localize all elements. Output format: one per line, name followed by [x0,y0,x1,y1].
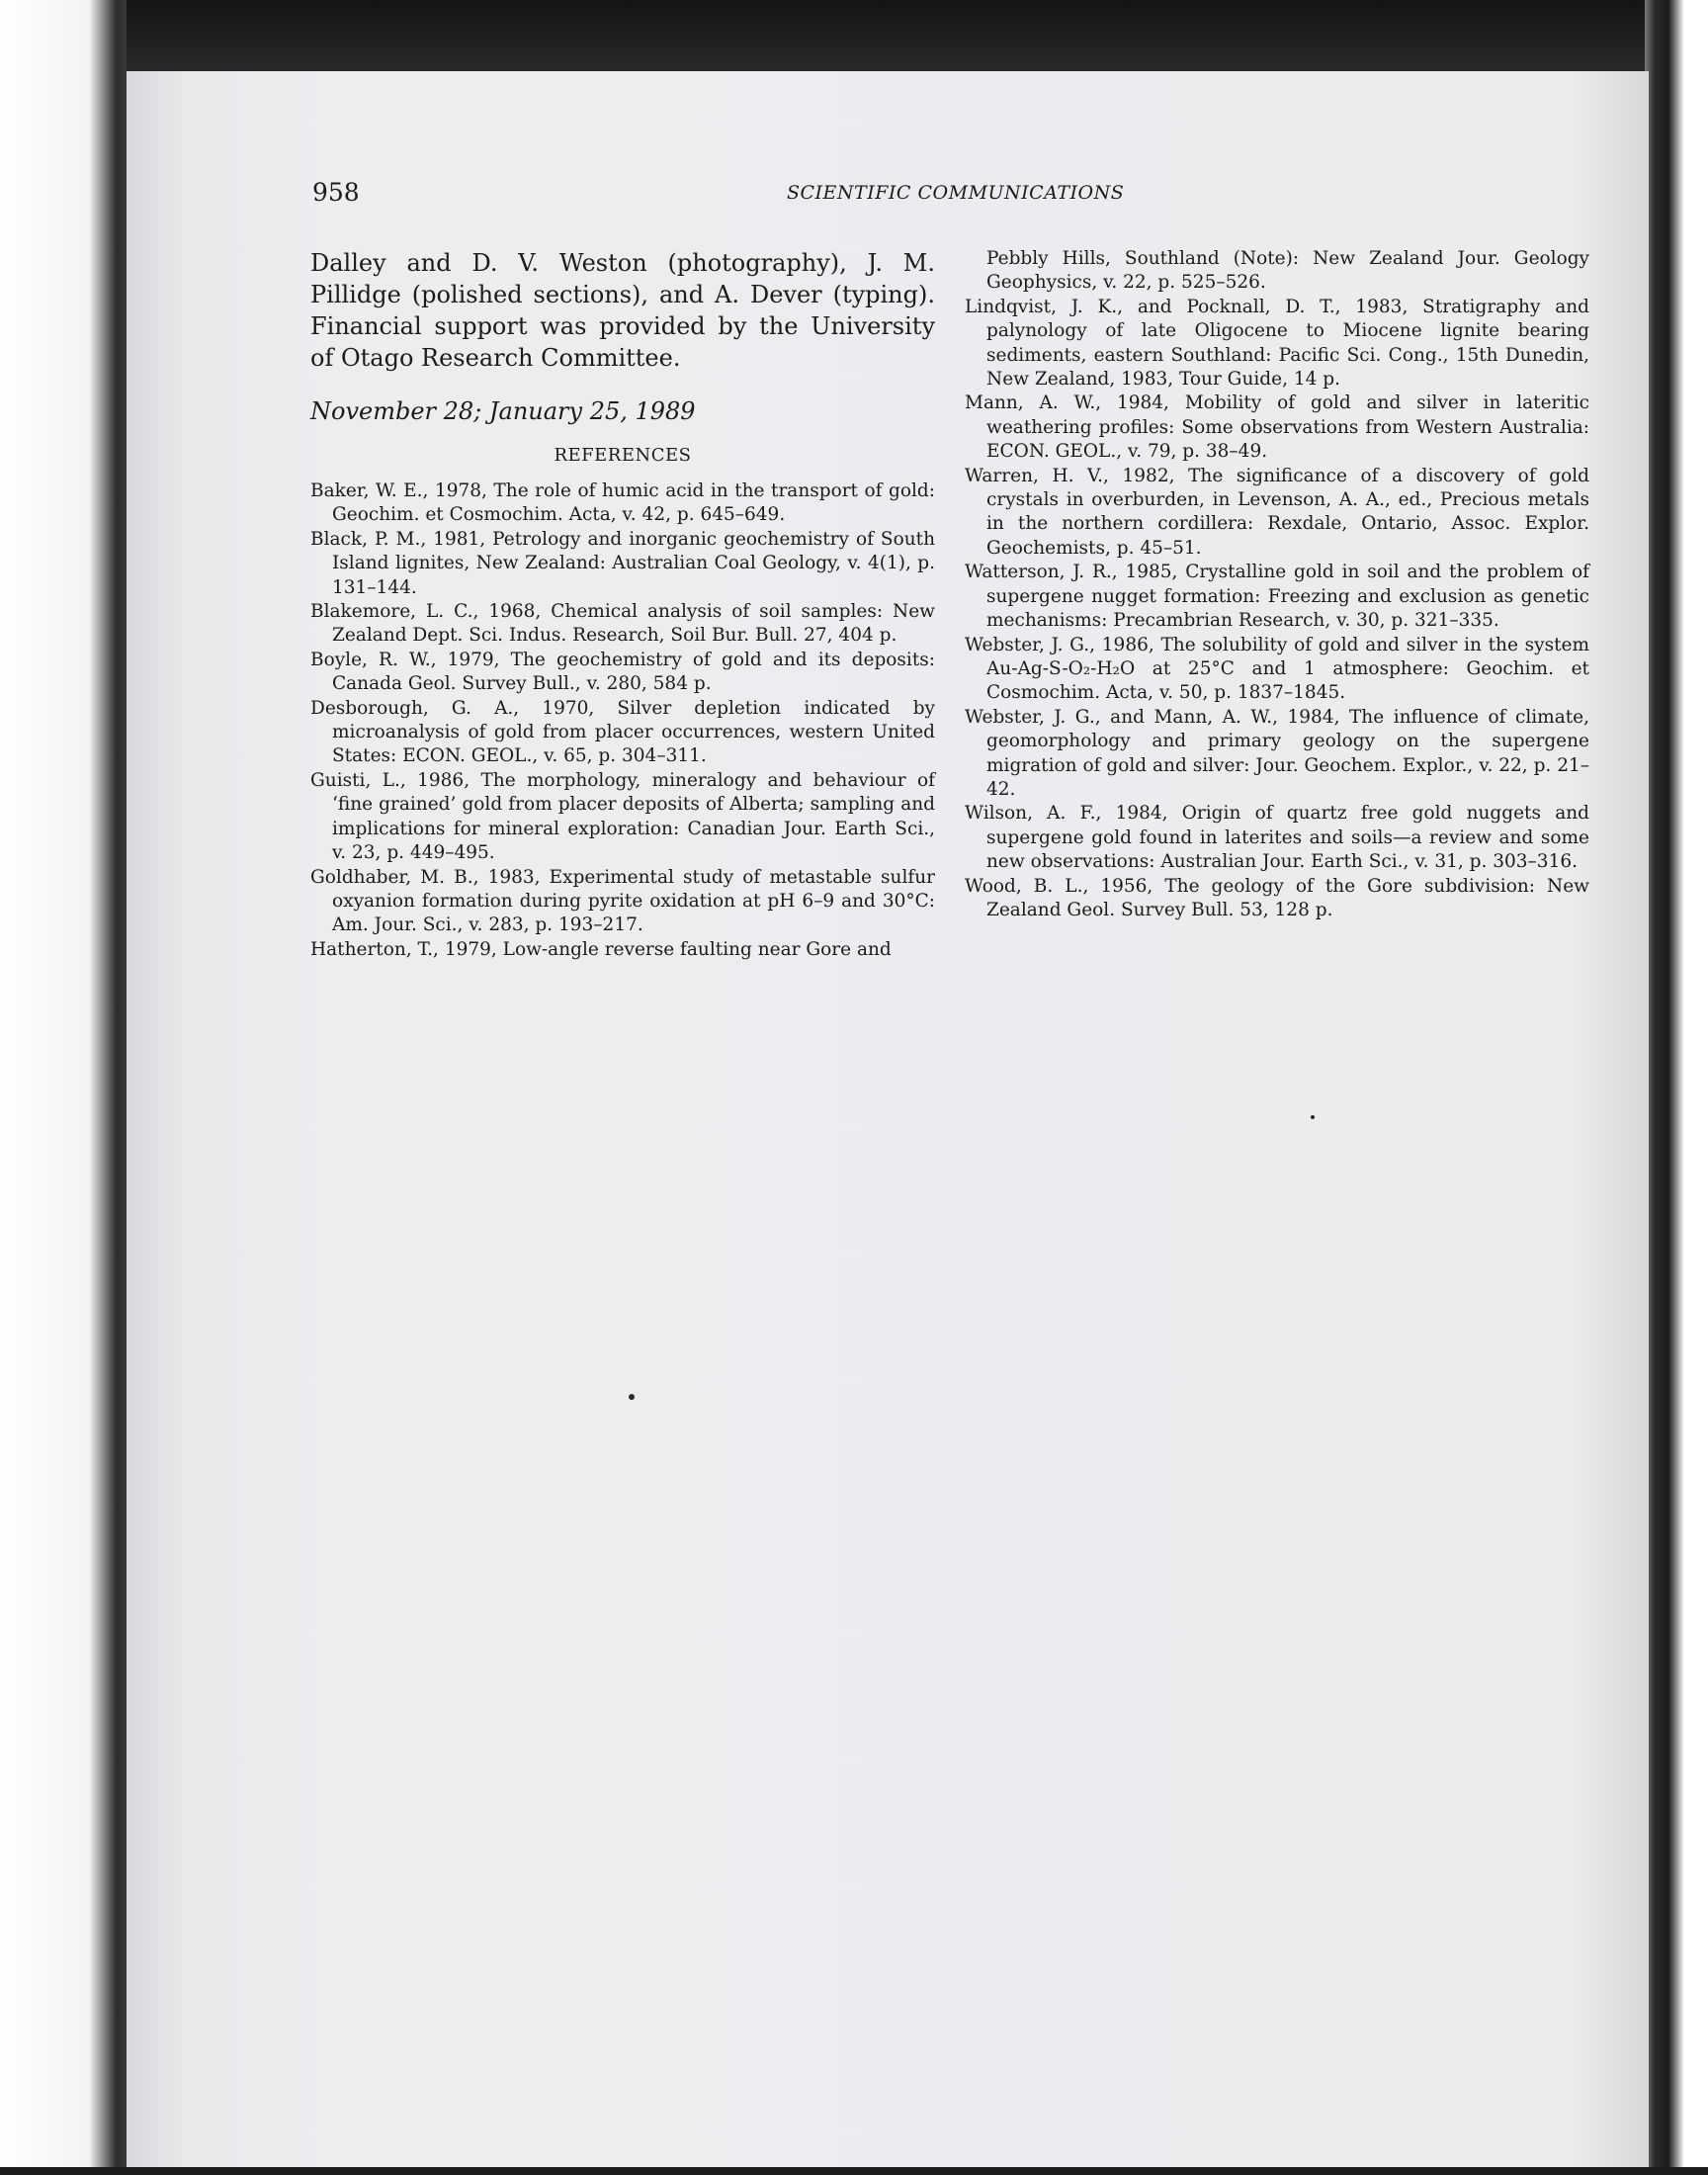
left-column [310,247,935,962]
scan-border-top [0,0,1708,77]
right-column [965,247,1589,922]
scan-speck [629,1394,635,1400]
reference-entry: Webster, J. G., 1986, The solubility of gold and silver in the system Au-Ag-S-O₂-H₂O at 25°C and 1 atmosphere: Geochim. et Cosmochim. Acta, v. 50, p. 1837–1845. [965,634,1589,704]
page-number: 958 [312,178,360,207]
reference-continuation: Pebbly Hills, Southland (Note): New Zealand Jour. Geology Geophysics, v. 22, p. 525–526. [986,248,1589,294]
reference-entry: Black, P. M., 1981, Petrology and inorganic geochemistry of South Island lignites, New Zealand: Australian Coal Geology, v. 4(1), p. 131–144. [310,528,935,598]
acknowledgment-text: Dalley and D. V. Weston (photography), J. M. Pillidge (polished sections), and A. Dever (typing). Financial support was provided by the University of Otago Research Committee. [310,249,935,372]
reference-entry: Blakemore, L. C., 1968, Chemical analysis of soil samples: New Zealand Dept. Sci. Indus. Research, Soil Bur. Bull. 27, 404 p. [310,601,935,647]
running-head [312,178,1431,218]
reference-entry: Desborough, G. A., 1970, Silver depletion indicated by microanalysis of gold from placer occurrences, western United States: ECON. GEOL., v. 65, p. 304–311. [310,697,935,767]
references-heading: REFERENCES [554,445,692,466]
reference-entry: Goldhaber, M. B., 1983, Experimental study of metastable sulfur oxyanion formation during pyrite oxidation at pH 6–9 and 30°C: Am. Jour. Sci., v. 283, p. 193–217. [310,866,935,936]
reference-entry: Baker, W. E., 1978, The role of humic acid in the transport of gold: Geochim. et Cosmochim. Acta, v. 42, p. 645–649. [310,480,935,526]
reference-entry: Lindqvist, J. K., and Pocknall, D. T., 1983, Stratigraphy and palynology of late Oligocene to Miocene lignite bearing sediments, eastern Southland: Pacific Sci. Cong., 15th Dunedin, New Zealand, 1983, Tour Guide, 14 p. [965,296,1589,391]
scan-speck [1311,1115,1315,1119]
scan-border-bottom [0,2167,1708,2175]
references-list-right [965,296,1589,923]
manuscript-dates: November 28; January 25, 1989 [310,397,696,425]
reference-entry: Boyle, R. W., 1979, The geochemistry of gold and its deposits: Canada Geol. Survey Bull., v. 280, 584 p. [310,649,935,695]
journal-title: SCIENTIFIC COMMUNICATIONS [787,182,1125,204]
reference-entry: Mann, A. W., 1984, Mobility of gold and silver in lateritic weathering profiles: Some observations from Western Australia: ECON. GEOL., v. 79, p. 38–49. [965,392,1589,463]
reference-entry: Webster, J. G., and Mann, A. W., 1984, The influence of climate, geomorphology and primary geology on the supergene migration of gold and silver: Jour. Geochem. Explor., v. 22, p. 21–42. [965,706,1589,800]
reference-entry: Warren, H. V., 1982, The significance of a discovery of gold crystals in overburden, in Levenson, A. A., ed., Precious metals in the northern cordillera: Rexdale, Ontario, Assoc. Explor. Geochemists, p. 45–51. [965,465,1589,559]
reference-entry: Wilson, A. F., 1984, Origin of quartz free gold nuggets and supergene gold found in laterites and soils—a review and some new observations: Australian Jour. Earth Sci., v. 31, p. 303–316. [965,803,1589,873]
reference-entry: Guisti, L., 1986, The morphology, mineralogy and behaviour of ‘fine grained’ gold from placer deposits of Alberta; sampling and implications for mineral exploration: Canadian Jour. Earth Sci., v. 23, p. 449–495. [310,769,935,864]
scan-border-left [0,0,127,2175]
reference-entry: Hatherton, T., 1979, Low-angle reverse faulting near Gore and [310,938,892,960]
scan-border-right [1645,0,1708,2175]
reference-entry: Watterson, J. R., 1985, Crystalline gold in soil and the problem of supergene nugget formation: Freezing and exclusion as genetic mechanisms: Precambrian Research, v. 30, p. 321–335. [965,562,1589,632]
references-list-left [310,479,935,962]
reference-entry: Wood, B. L., 1956, The geology of the Gore subdivision: New Zealand Geol. Survey Bull. 53, 128 p. [965,875,1589,920]
